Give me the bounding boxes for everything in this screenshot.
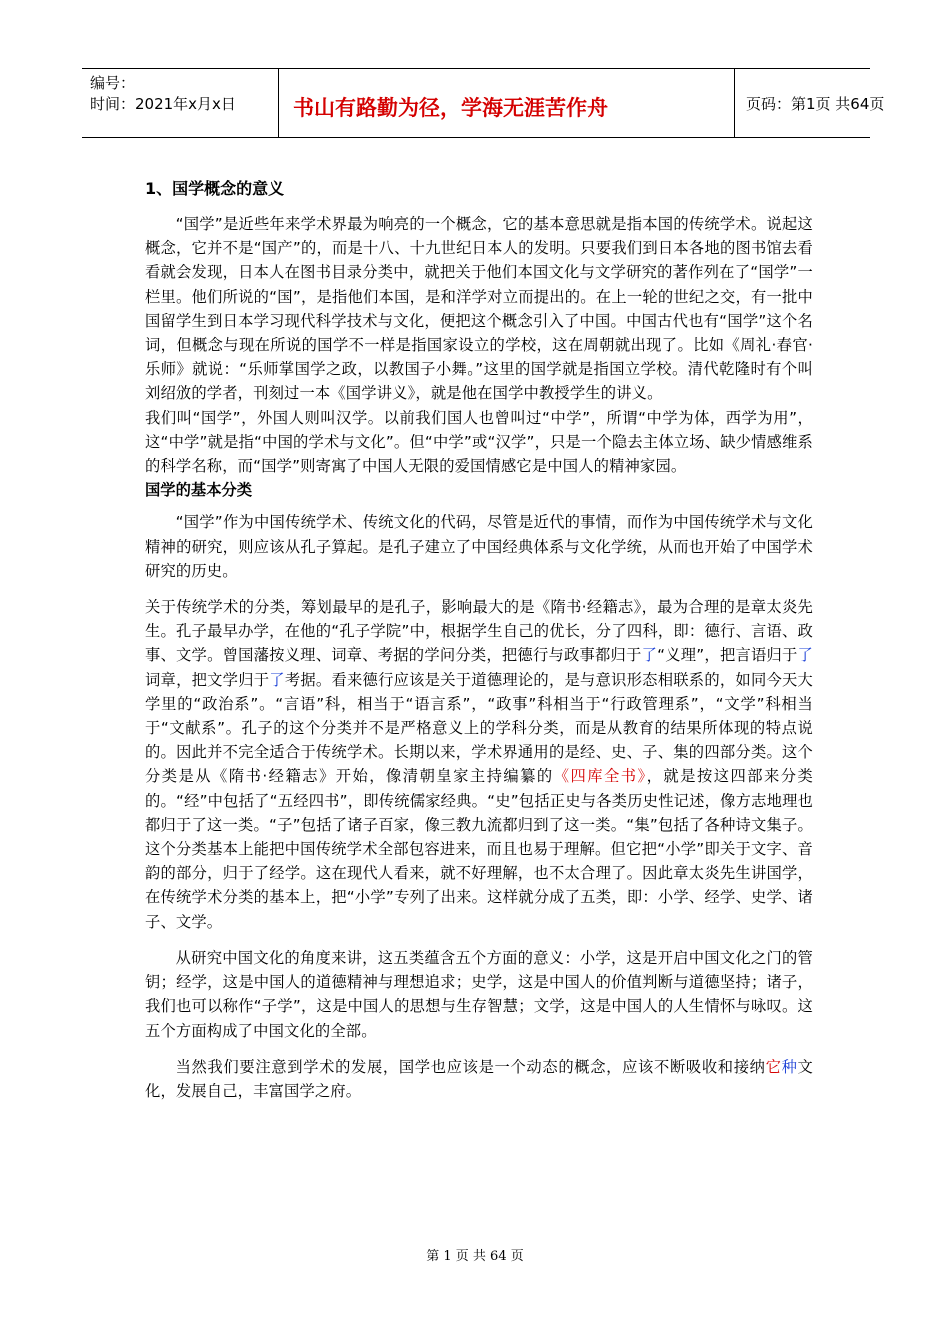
paragraph-development: [145, 1055, 813, 1103]
header-page-cell: [734, 69, 885, 137]
section-heading: 1、国学概念的意义: [145, 179, 285, 198]
highlight-run: 了: [641, 646, 658, 665]
text-run: “义理”，把言语归于: [657, 646, 798, 665]
highlight-run: 种: [781, 1057, 798, 1076]
header-page-label: 页码：第1页 共64页: [746, 95, 885, 113]
paragraph-guoxue-name: 我们叫“国学”，外国人则叫汉学。以前我们国人也曾叫过“中学”，所谓“中学为体，西学为用”，这“中学”就是指“中国的学术与文化”。但“中学”或“汉学”，只是一个隐去主体立场、缺少情感维系的科学名称，而“国学”则寄寓了中国人无限的爱国情感它是中国人的精神家园。: [145, 408, 813, 476]
page-footer: 第 1 页 共 64 页: [426, 1249, 524, 1264]
highlight-run-siku: 《四库全书》: [553, 767, 647, 786]
highlight-run: 了: [269, 670, 285, 689]
header-meta-cell: [82, 69, 278, 137]
text-run: 词章，把文学归于: [145, 670, 270, 689]
paragraph-guoxue-meaning: “国学”是近些年来学术界最为响亮的一个概念，它的基本意思就是指本国的传统学术。说起这概念，它并不是“国产”的，而是十八、十九世纪日本人的发明。只要我们到日本各地的图书馆去看看就会发现，日本人在图书目录分类中，就把关于他们本国文化与文学研究的著作列在了“国学”一栏里。他们所说的“国”，是指他们本国，是和洋学对立而提出的。在上一轮的世纪之交，有一批中国留学生到日本学习现代科学技术与文化，便把这个概念引入了中国。中国古代也有“国学”这个名词，但概念与现在所说的国学不一样是指国家设立的学校，这在周朝就出现了。比如《周礼·春官·乐师》就说：“乐师掌国学之政，以教国子小舞。”这里的国学就是指国立学校。清代乾隆时有个叫刘绍攽的学者，刊刻过一本《国学讲义》，就是他在国学中教授学生的讲义。: [145, 215, 813, 403]
document-time-label: 时间：2021年x月x日: [90, 95, 236, 113]
text-run: 关于传统学术的分类，筹划最早的是孔子，影响最大的是《隋书·经籍志》，最为合理的是章太炎先生。孔子最早办学，在他的“孔子学院”中，根据学生自己的优长，分了四科，即：德行、言语、政事、文学。曾国藩按义理、词章、考据的学问分类，把德行与政事都归于: [145, 598, 813, 665]
header-motto-cell: [278, 69, 735, 137]
header-motto: 书山有路勤为径，学海无涯苦作舟: [293, 96, 608, 120]
document-number-label: 编号：: [90, 74, 136, 92]
text-run: 文化，发展自己，丰富国学之府。: [145, 1057, 813, 1100]
highlight-run: 它: [765, 1057, 782, 1076]
text-run: 当然我们要注意到学术的发展，国学也应该是一个动态的概念，应该不断吸收和接纳: [175, 1057, 766, 1076]
paragraph-five-aspects: 从研究中国文化的角度来讲，这五类蕴含五个方面的意义：小学，这是开启中国文化之门的管钥；经学，这是中国人的道德精神与理想追求；史学，这是中国人的价值判断与道德坚持；诸子，我们也可以称作“子学”，这是中国人的思想与生存智慧；文学，这是中国人的人生情怀与咏叹。这五个方面构成了中国文化的全部。: [145, 948, 813, 1040]
highlight-run: 了: [797, 646, 813, 665]
paragraph-classification: [145, 595, 813, 934]
subsection-heading: 国学的基本分类: [145, 481, 253, 500]
document-header: [82, 68, 885, 138]
text-run: ，就是按这四部来分类的。“经”中包括了“五经四书”，即传统儒家经典。“史”包括正史与各类历史性记述，像方志地理也都归于了这一类。“子”包括了诸子百家，像三教九流都归到了这一类。“集”包括了各种诗文集子。这个分类基本上能把中国传统学术全部包容进来，而且也易于理解。但它把“小学”即关于文字、音韵的部分，归于了经学。这在现代人看来，就不好理解，也不太合理了。因此章太炎先生讲国学，在传统学术分类的基本上，把“小学”专列了出来。这样就分成了五类，即：小学、经学、史学、诸子、文学。: [145, 767, 813, 931]
text-run: 考据。看来德行应该是关于道德理论的，是与意识形态相联系的，如同今天大学里的“政治系”。“言语”科，相当于“语言系”，“政事”科相当于“行政管理系”，“文学”科相当于“文献系”。孔子的这个分类并不是严格意义上的学科分类，而是从教育的结果所体现的特点说的。因此并不完全适合于传统学术。长期以来，学术界通用的是经、史、子、集的四部分类。这个分类是从《隋书·经籍志》开始，像清朝皇家主持编纂的: [145, 670, 813, 786]
paragraph-origin: “国学”作为中国传统学术、传统文化的代码，尽管是近代的事情，而作为中国传统学术与文化精神的研究，则应该从孔子算起。是孔子建立了中国经典体系与文化学统，从而也开始了中国学术研究的历史。: [145, 513, 813, 580]
document-body: [145, 178, 813, 1103]
